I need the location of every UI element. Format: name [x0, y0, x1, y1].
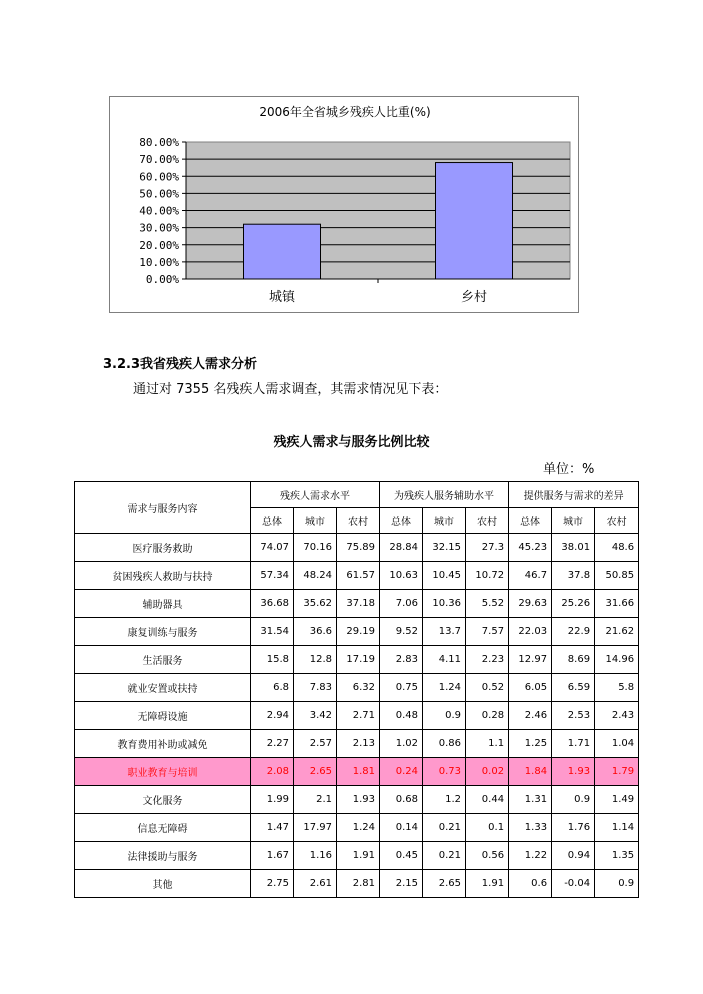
- y-tick-label: 20.00%: [139, 238, 179, 252]
- value-cell: 45.23: [509, 534, 552, 562]
- value-cell: 0.56: [466, 842, 509, 870]
- unit-label: 单位：%: [543, 462, 595, 477]
- value-cell: 0.9: [423, 702, 466, 730]
- value-cell: 28.84: [380, 534, 423, 562]
- value-cell: 2.65: [423, 870, 466, 898]
- table-row: [75, 842, 639, 870]
- value-cell: 2.94: [251, 702, 294, 730]
- value-cell: 2.15: [380, 870, 423, 898]
- table-row: [75, 702, 639, 730]
- value-cell: 61.57: [337, 562, 380, 590]
- value-cell: 1.47: [251, 814, 294, 842]
- value-cell: 1.35: [595, 842, 639, 870]
- table-title: 残疾人需求与服务比例比较: [273, 435, 430, 450]
- value-cell: 48.6: [595, 534, 639, 562]
- value-cell: 1.84: [509, 758, 552, 786]
- table-row: [75, 590, 639, 618]
- subheader-cell: 总体: [509, 508, 552, 534]
- row-label: 教育费用补助或减免: [75, 730, 251, 758]
- value-cell: 29.19: [337, 618, 380, 646]
- value-cell: 5.8: [595, 674, 639, 702]
- value-cell: 9.52: [380, 618, 423, 646]
- value-cell: 10.45: [423, 562, 466, 590]
- value-cell: 0.68: [380, 786, 423, 814]
- value-cell: 1.99: [251, 786, 294, 814]
- value-cell: 74.07: [251, 534, 294, 562]
- subheader-cell: 农村: [595, 508, 639, 534]
- table-row: [75, 814, 639, 842]
- value-cell: 1.81: [337, 758, 380, 786]
- value-cell: 29.63: [509, 590, 552, 618]
- value-cell: 31.54: [251, 618, 294, 646]
- value-cell: 10.36: [423, 590, 466, 618]
- value-cell: -0.04: [552, 870, 595, 898]
- y-tick-label: 70.00%: [139, 153, 179, 167]
- value-cell: 0.02: [466, 758, 509, 786]
- value-cell: 1.93: [337, 786, 380, 814]
- y-tick-label: 50.00%: [139, 187, 179, 201]
- value-cell: 0.28: [466, 702, 509, 730]
- row-label: 法律援助与服务: [75, 842, 251, 870]
- value-cell: 1.04: [595, 730, 639, 758]
- value-cell: 2.27: [251, 730, 294, 758]
- value-cell: 2.46: [509, 702, 552, 730]
- value-cell: 2.57: [294, 730, 337, 758]
- row-label: 贫困残疾人救助与扶持: [75, 562, 251, 590]
- value-cell: 0.1: [466, 814, 509, 842]
- row-label: 文化服务: [75, 786, 251, 814]
- value-cell: 6.05: [509, 674, 552, 702]
- row-label: 辅助器具: [75, 590, 251, 618]
- value-cell: 5.52: [466, 590, 509, 618]
- value-cell: 48.24: [294, 562, 337, 590]
- value-cell: 0.45: [380, 842, 423, 870]
- bar-chart: [110, 97, 580, 314]
- value-cell: 22.9: [552, 618, 595, 646]
- value-cell: 2.23: [466, 646, 509, 674]
- y-tick-label: 80.00%: [139, 136, 179, 149]
- value-cell: 27.3: [466, 534, 509, 562]
- value-cell: 17.97: [294, 814, 337, 842]
- value-cell: 2.83: [380, 646, 423, 674]
- value-cell: 37.18: [337, 590, 380, 618]
- value-cell: 1.31: [509, 786, 552, 814]
- value-cell: 2.61: [294, 870, 337, 898]
- value-cell: 1.2: [423, 786, 466, 814]
- row-label: 生活服务: [75, 646, 251, 674]
- value-cell: 21.62: [595, 618, 639, 646]
- value-cell: 32.15: [423, 534, 466, 562]
- subheader-cell: 总体: [251, 508, 294, 534]
- value-cell: 2.13: [337, 730, 380, 758]
- value-cell: 0.21: [423, 814, 466, 842]
- table-row: [75, 674, 639, 702]
- value-cell: 7.06: [380, 590, 423, 618]
- value-cell: 1.91: [337, 842, 380, 870]
- value-cell: 2.53: [552, 702, 595, 730]
- value-cell: 0.14: [380, 814, 423, 842]
- value-cell: 1.02: [380, 730, 423, 758]
- table-body: [75, 534, 639, 898]
- value-cell: 0.21: [423, 842, 466, 870]
- row-label: 医疗服务救助: [75, 534, 251, 562]
- value-cell: 0.6: [509, 870, 552, 898]
- value-cell: 50.85: [595, 562, 639, 590]
- value-cell: 1.76: [552, 814, 595, 842]
- value-cell: 2.71: [337, 702, 380, 730]
- value-cell: 1.24: [337, 814, 380, 842]
- y-tick-label: 30.00%: [139, 221, 179, 235]
- group-header-service: 为残疾人服务辅助水平: [380, 482, 509, 508]
- table-row: [75, 618, 639, 646]
- value-cell: 75.89: [337, 534, 380, 562]
- y-tick-label: 10.00%: [139, 255, 179, 269]
- value-cell: 0.9: [552, 786, 595, 814]
- intro-paragraph: 通过对 7355 名残疾人需求调查，其需求情况见下表：: [133, 382, 448, 397]
- value-cell: 31.66: [595, 590, 639, 618]
- value-cell: 7.57: [466, 618, 509, 646]
- table-row: [75, 534, 639, 562]
- table-row: [75, 786, 639, 814]
- y-tick-label: 0.00%: [145, 273, 179, 286]
- value-cell: 0.73: [423, 758, 466, 786]
- value-cell: 0.9: [595, 870, 639, 898]
- value-cell: 2.81: [337, 870, 380, 898]
- value-cell: 4.11: [423, 646, 466, 674]
- bar: [244, 224, 321, 279]
- value-cell: 0.24: [380, 758, 423, 786]
- value-cell: 6.59: [552, 674, 595, 702]
- value-cell: 1.14: [595, 814, 639, 842]
- value-cell: 38.01: [552, 534, 595, 562]
- x-tick-label: 城镇: [268, 290, 296, 305]
- value-cell: 1.22: [509, 842, 552, 870]
- row-label: 无障碍设施: [75, 702, 251, 730]
- table-row: [75, 758, 639, 786]
- value-cell: 12.97: [509, 646, 552, 674]
- table-row: [75, 870, 639, 898]
- demand-service-table: [74, 481, 639, 898]
- value-cell: 1.25: [509, 730, 552, 758]
- value-cell: 3.42: [294, 702, 337, 730]
- value-cell: 25.26: [552, 590, 595, 618]
- value-cell: 46.7: [509, 562, 552, 590]
- value-cell: 7.83: [294, 674, 337, 702]
- x-tick-label: 乡村: [460, 290, 488, 305]
- subheader-cell: 农村: [466, 508, 509, 534]
- bar: [436, 163, 513, 279]
- value-cell: 1.91: [466, 870, 509, 898]
- value-cell: 35.62: [294, 590, 337, 618]
- chart-title: 2006年全省城乡残疾人比重(%): [259, 105, 431, 119]
- value-cell: 2.65: [294, 758, 337, 786]
- table-row: [75, 730, 639, 758]
- value-cell: 0.94: [552, 842, 595, 870]
- value-cell: 57.34: [251, 562, 294, 590]
- value-cell: 0.44: [466, 786, 509, 814]
- table-row: [75, 562, 639, 590]
- value-cell: 2.43: [595, 702, 639, 730]
- row-label: 康复训练与服务: [75, 618, 251, 646]
- subheader-cell: 城市: [294, 508, 337, 534]
- value-cell: 14.96: [595, 646, 639, 674]
- value-cell: 1.16: [294, 842, 337, 870]
- value-cell: 1.79: [595, 758, 639, 786]
- value-cell: 0.48: [380, 702, 423, 730]
- value-cell: 17.19: [337, 646, 380, 674]
- subheader-cell: 总体: [380, 508, 423, 534]
- subheader-cell: 城市: [423, 508, 466, 534]
- row-header-cell: 需求与服务内容: [75, 482, 251, 534]
- group-header-demand: 残疾人需求水平: [251, 482, 380, 508]
- value-cell: 10.63: [380, 562, 423, 590]
- value-cell: 12.8: [294, 646, 337, 674]
- value-cell: 0.75: [380, 674, 423, 702]
- chart-container: [109, 96, 579, 313]
- value-cell: 1.49: [595, 786, 639, 814]
- subheader-cell: 城市: [552, 508, 595, 534]
- value-cell: 36.68: [251, 590, 294, 618]
- value-cell: 1.1: [466, 730, 509, 758]
- row-label: 其他: [75, 870, 251, 898]
- value-cell: 6.32: [337, 674, 380, 702]
- section-heading: 3.2.3我省残疾人需求分析: [103, 357, 258, 372]
- value-cell: 13.7: [423, 618, 466, 646]
- row-label: 职业教育与培训: [75, 758, 251, 786]
- value-cell: 70.16: [294, 534, 337, 562]
- value-cell: 37.8: [552, 562, 595, 590]
- value-cell: 1.71: [552, 730, 595, 758]
- subheader-cell: 农村: [337, 508, 380, 534]
- row-label: 信息无障碍: [75, 814, 251, 842]
- group-header-gap: 提供服务与需求的差异: [509, 482, 639, 508]
- row-label: 就业安置或扶持: [75, 674, 251, 702]
- value-cell: 15.8: [251, 646, 294, 674]
- value-cell: 1.24: [423, 674, 466, 702]
- value-cell: 2.08: [251, 758, 294, 786]
- value-cell: 2.1: [294, 786, 337, 814]
- value-cell: 1.93: [552, 758, 595, 786]
- value-cell: 6.8: [251, 674, 294, 702]
- value-cell: 36.6: [294, 618, 337, 646]
- y-tick-label: 40.00%: [139, 204, 179, 218]
- value-cell: 22.03: [509, 618, 552, 646]
- value-cell: 10.72: [466, 562, 509, 590]
- value-cell: 0.86: [423, 730, 466, 758]
- value-cell: 1.33: [509, 814, 552, 842]
- value-cell: 8.69: [552, 646, 595, 674]
- value-cell: 0.52: [466, 674, 509, 702]
- table-row: [75, 646, 639, 674]
- value-cell: 2.75: [251, 870, 294, 898]
- y-tick-label: 60.00%: [139, 170, 179, 184]
- value-cell: 1.67: [251, 842, 294, 870]
